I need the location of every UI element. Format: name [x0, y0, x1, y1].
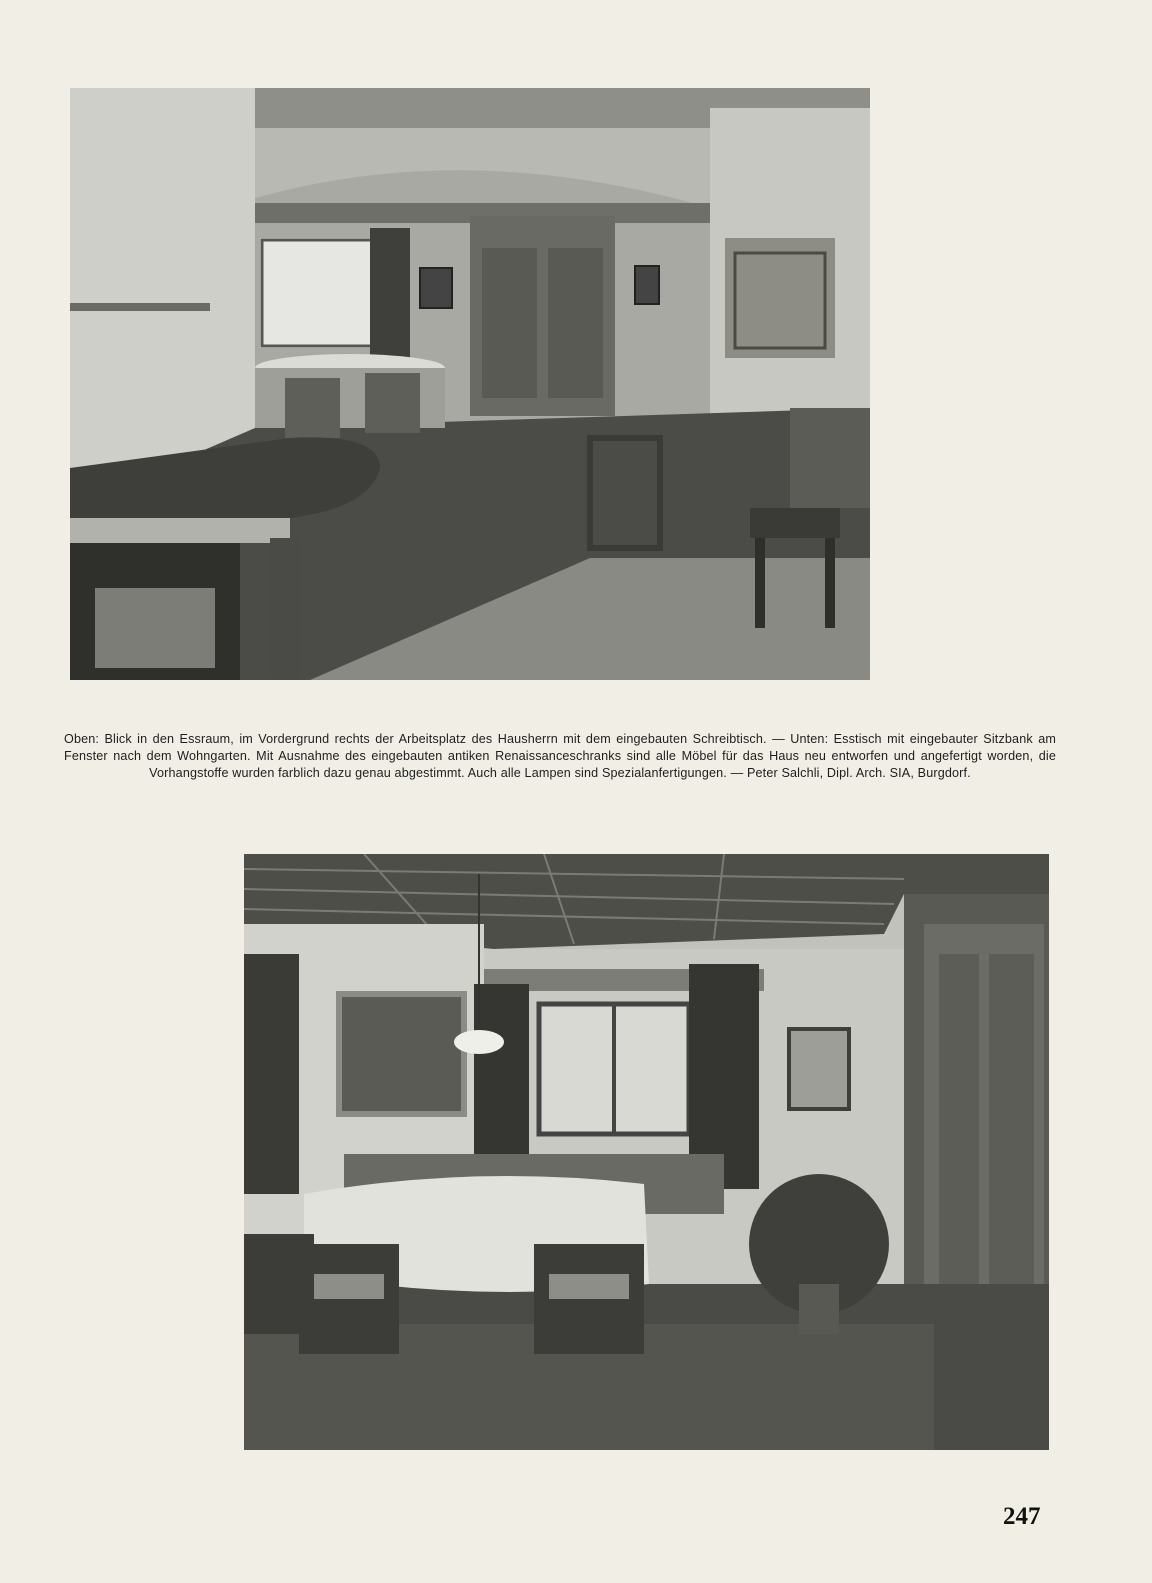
photo-top-illustration — [70, 88, 870, 680]
page-number: 247 — [1003, 1503, 1041, 1530]
photo-dining-table-bench — [244, 854, 1049, 1450]
photo-bottom-illustration — [244, 854, 1049, 1450]
photo-dining-room-view — [70, 88, 870, 680]
photo-caption: Oben: Blick in den Essraum, im Vordergrund rechts der Arbeitsplatz des Hausherrn mit dem eingebauten Schreibtisch. — Unten: Esstisch mit eingebauter Sitzbank am Fenster nach dem Wohngarten. Mit Ausnahme des eingebauten antiken Renaissanceschranks sind alle Möbel für das Haus neu entworfen und angefertigt worden, die Vorhangstoffe wurden farblich dazu genau abgestimmt. Auch alle Lampen sind Spezialanfertigungen. — Peter Salchli, Dipl. Arch. SIA, Burgdorf. — [64, 732, 1056, 780]
